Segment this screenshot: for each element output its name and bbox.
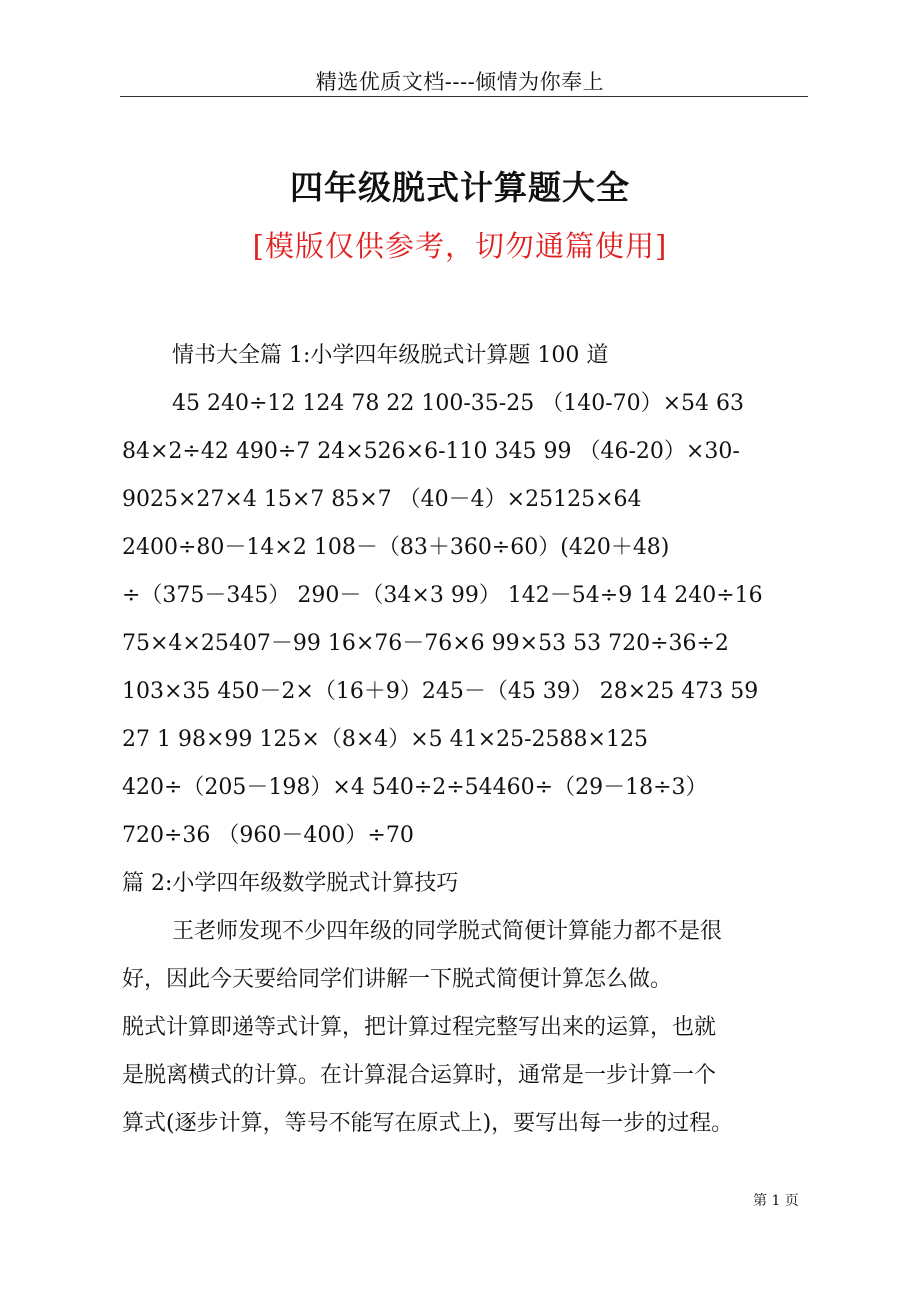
- section-heading-1: 情书大全篇 1:小学四年级脱式计算题 100 道: [172, 343, 609, 368]
- math-problems-line: 103×35 450－2×（16＋9）245－（45 39） 28×25 473 59: [122, 679, 759, 704]
- section-heading-2: 篇 2:小学四年级数学脱式计算技巧: [122, 871, 459, 896]
- paragraph-line: 算式(逐步计算，等号不能写在原式上)，要写出每一步的过程。: [122, 1111, 734, 1136]
- document-body: [122, 332, 802, 1148]
- header-divider: [120, 96, 808, 97]
- page-number: 第 1 页: [753, 1193, 799, 1209]
- template-notice: [模版仅供参考，切勿通篇使用]: [252, 229, 668, 263]
- paragraph-line: 脱式计算即递等式计算，把计算过程完整写出来的运算，也就: [122, 1015, 717, 1040]
- paragraph-line: 好，因此今天要给同学们讲解一下脱式简便计算怎么做。: [122, 967, 673, 992]
- math-problems-line: ÷（375－345） 290－（34×3 99） 142－54÷9 14 240÷16: [122, 583, 763, 608]
- math-problems-line: 84×2÷42 490÷7 24×526×6-110 345 99 （46-20）×30-: [122, 439, 740, 464]
- paragraph-line: 是脱离横式的计算。在计算混合运算时，通常是一步计算一个: [122, 1063, 717, 1088]
- math-problems-line: 2400÷80－14×2 108－（83＋360÷60）(420＋48): [122, 535, 670, 560]
- math-problems-line: 27 1 98×99 125×（8×4）×5 41×25-2588×125: [122, 727, 648, 752]
- paragraph-line: 王老师发现不少四年级的同学脱式简便计算能力都不是很: [172, 919, 723, 944]
- math-problems-line: 720÷36 （960－400）÷70: [122, 823, 414, 848]
- math-problems-line: 420÷（205－198）×4 540÷2÷54460÷（29－18÷3）: [122, 775, 708, 800]
- page-header: 精选优质文档----倾情为你奉上: [315, 70, 605, 94]
- math-problems-line: 9025×27×4 15×7 85×7 （40－4）×25125×64: [122, 487, 642, 512]
- math-problems-line: 75×4×25407－99 16×76－76×6 99×53 53 720÷36÷2: [122, 631, 729, 656]
- document-title: 四年级脱式计算题大全: [290, 168, 630, 207]
- math-problems-line: 45 240÷12 124 78 22 100-35-25 （140-70）×54 63: [172, 391, 745, 416]
